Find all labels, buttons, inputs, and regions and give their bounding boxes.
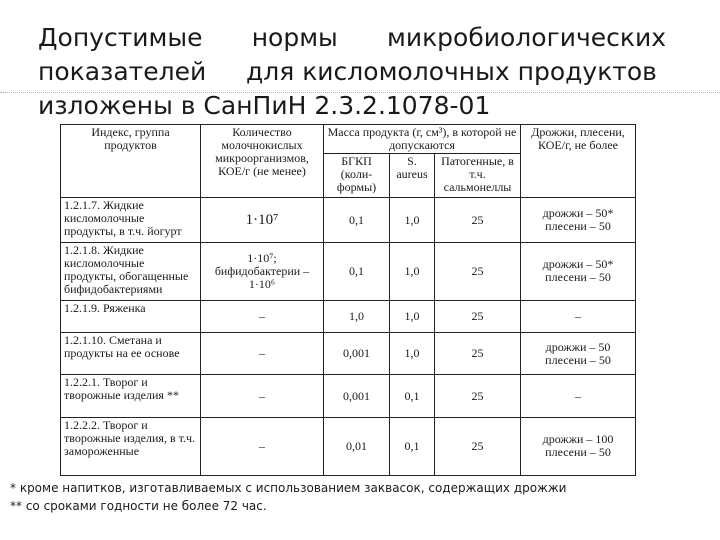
norms-table — [60, 124, 636, 476]
cell-count: 1·10⁷; бифидобактерии – 1·10⁶ — [201, 242, 324, 300]
cell-patho: 25 — [435, 333, 521, 375]
table-row — [61, 242, 636, 300]
cell-group: 1.2.1.8. Жидкие кисломолочные продукты, обогащенные бифидобактериями — [61, 242, 201, 300]
cell-patho: 25 — [435, 300, 521, 332]
cell-patho: 25 — [435, 417, 521, 475]
cell-saureus: 1,0 — [390, 242, 435, 300]
cell-patho: 25 — [435, 198, 521, 242]
header-count: Количество молочнокислых микроорганизмов, КОЕ/г (не менее) — [201, 125, 324, 198]
cell-yeast: дрожжи – 100 плесени – 50 — [521, 417, 636, 475]
cell-group: 1.2.1.9. Ряженка — [61, 300, 201, 332]
cell-count: – — [201, 417, 324, 475]
cell-saureus: 0,1 — [390, 417, 435, 475]
header-yeast: Дрожжи, плесени, КОЕ/г, не более — [521, 125, 636, 198]
cell-count: – — [201, 375, 324, 417]
cell-patho: 25 — [435, 242, 521, 300]
title-line-1 — [38, 22, 666, 53]
title-word-2: нормы — [251, 23, 338, 52]
header-bgkp: БГКП (коли-формы) — [324, 154, 390, 198]
footnote-1: * кроме напитков, изготавливаемых с использованием заквасок, содержащих дрожжи — [10, 481, 567, 495]
cell-bgkp: 0,001 — [324, 333, 390, 375]
title-word-3: микробиологических — [386, 23, 666, 52]
cell-yeast: дрожжи – 50* плесени – 50 — [521, 198, 636, 242]
cell-bgkp: 0,1 — [324, 198, 390, 242]
header-patho: Патогенные, в т.ч. сальмонеллы — [435, 154, 521, 198]
cell-group: 1.2.1.7. Жидкие кисломолочные продукты, в т.ч. йогурт — [61, 198, 201, 242]
cell-bgkp: 1,0 — [324, 300, 390, 332]
title-line-3: изложены в СанПиН 2.3.2.1078-01 — [38, 91, 491, 120]
table-row — [61, 375, 636, 417]
cell-group: 1.2.1.10. Сметана и продукты на ее основе — [61, 333, 201, 375]
cell-saureus: 1,0 — [390, 333, 435, 375]
cell-group: 1.2.2.2. Творог и творожные изделия, в т.ч. замороженные — [61, 417, 201, 475]
table-row — [61, 198, 636, 242]
cell-bgkp: 0,1 — [324, 242, 390, 300]
table-row — [61, 333, 636, 375]
cell-bgkp: 0,01 — [324, 417, 390, 475]
cell-count: – — [201, 333, 324, 375]
title-line-2: показателей для кисломолочных продуктов — [38, 57, 657, 86]
table-row — [61, 300, 636, 332]
cell-count: 1·10⁷ — [201, 198, 324, 242]
header-mass: Масса продукта (г, см³), в которой не допускаются — [324, 125, 521, 154]
title-word-1: Допустимые — [38, 23, 203, 52]
header-group: Индекс, группа продуктов — [61, 125, 201, 198]
norms-table-wrapper — [60, 124, 635, 476]
cell-saureus: 1,0 — [390, 198, 435, 242]
cell-bgkp: 0,001 — [324, 375, 390, 417]
cell-patho: 25 — [435, 375, 521, 417]
cell-yeast: дрожжи – 50* плесени – 50 — [521, 242, 636, 300]
cell-group: 1.2.2.1. Творог и творожные изделия ** — [61, 375, 201, 417]
header-saureus: S. aureus — [390, 154, 435, 198]
cell-count: – — [201, 300, 324, 332]
cell-yeast: дрожжи – 50 плесени – 50 — [521, 333, 636, 375]
cell-yeast: – — [521, 375, 636, 417]
cell-yeast: – — [521, 300, 636, 332]
footnote-2: ** со сроками годности не более 72 час. — [10, 499, 267, 513]
cell-saureus: 0,1 — [390, 375, 435, 417]
table-row — [61, 417, 636, 475]
cell-saureus: 1,0 — [390, 300, 435, 332]
